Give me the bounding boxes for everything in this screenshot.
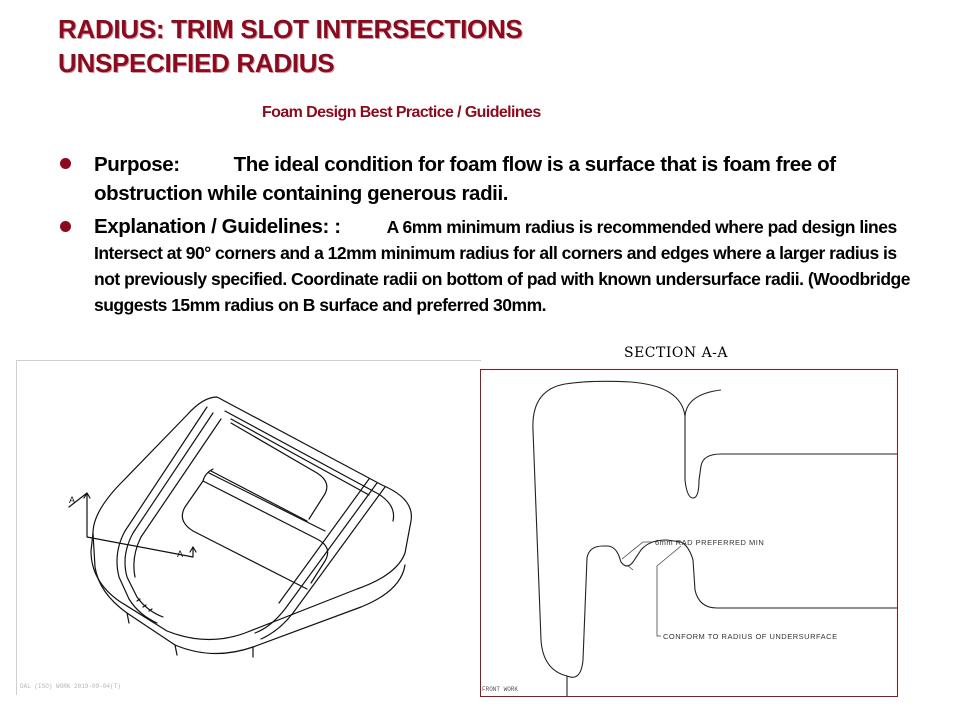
slide-subtitle: Foam Design Best Practice / Guidelines bbox=[262, 104, 541, 121]
title-line-1: RADIUS: TRIM SLOT INTERSECTIONS bbox=[58, 14, 523, 44]
callout-radius-label: 6mm RAD PREFERRED MIN bbox=[655, 538, 765, 547]
bullet-explanation bbox=[94, 214, 914, 318]
bullet-dot-explanation bbox=[60, 221, 71, 232]
bullet-explanation-text: A 6mm minimum radius is recommended where pad design lines Intersect at 90° corners and a 12mm minimum radius for all corners and edges where a larger radius is not previously specified. Coordinate radii on bottom of pad with known undersurface radii. (Woodbridge suggests 15mm radius on B surface and preferred 30mm. bbox=[94, 217, 910, 315]
left-drawing-footer: DAL (ISO) WORK 2019-09-04(T) bbox=[20, 683, 121, 690]
section-title: SECTION A-A bbox=[624, 345, 729, 361]
bullet-purpose bbox=[94, 150, 914, 208]
title-line-2: UNSPECIFIED RADIUS bbox=[58, 48, 335, 78]
bullet-purpose-text: The ideal condition for foam flow is a surface that is foam free of obstruction while containing generous radii. bbox=[94, 153, 836, 205]
section-drawing-panel bbox=[480, 369, 898, 697]
slide-title bbox=[58, 12, 522, 80]
right-drawing-footer: FRONT WORK bbox=[482, 686, 519, 693]
section-marker-bottom: A bbox=[177, 549, 184, 559]
bullet-purpose-lead: Purpose: bbox=[94, 153, 180, 176]
seat-cushion-drawing-panel bbox=[16, 360, 481, 695]
section-marker-top: A bbox=[69, 495, 76, 505]
section-a-a-drawing bbox=[481, 370, 897, 696]
bullet-dot-purpose bbox=[60, 158, 71, 169]
callout-conform-label: CONFORM TO RADIUS OF UNDERSURFACE bbox=[663, 632, 838, 641]
bullet-explanation-lead: Explanation / Guidelines: : bbox=[94, 215, 341, 238]
seat-cushion-drawing bbox=[17, 361, 481, 695]
